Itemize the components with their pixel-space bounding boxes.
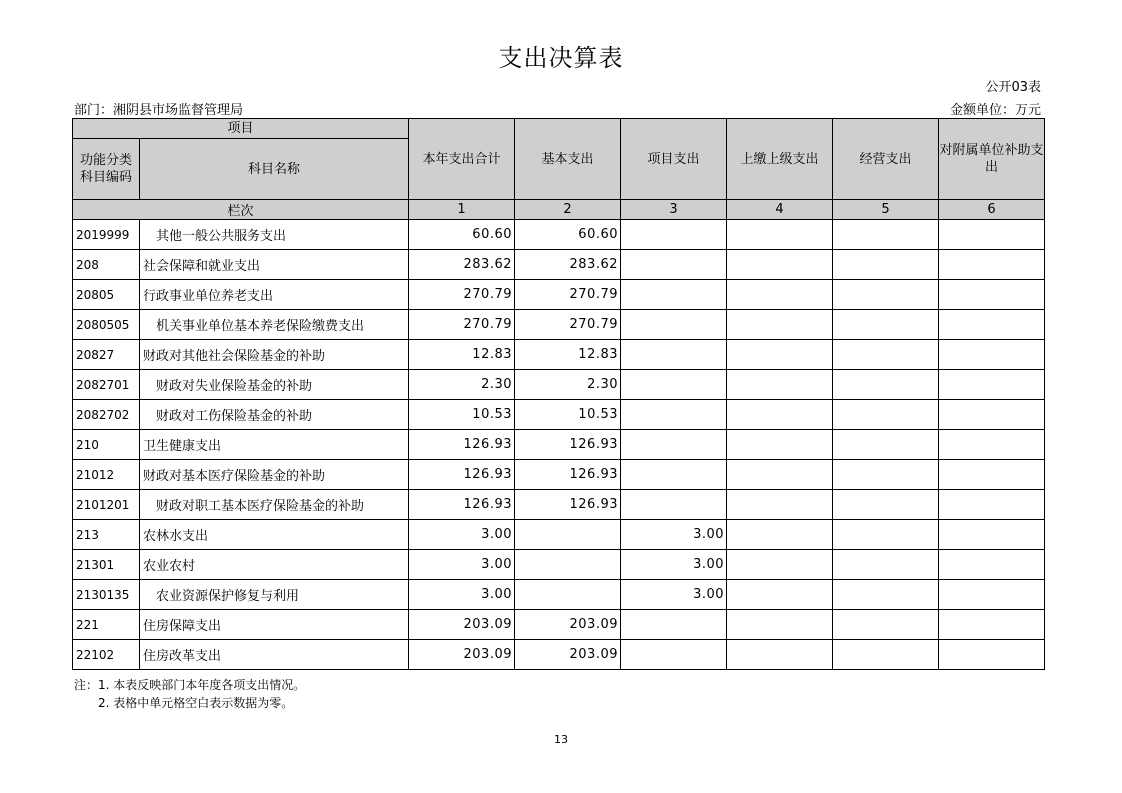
cell-project xyxy=(621,250,727,280)
table-row xyxy=(73,430,1045,460)
cell-project xyxy=(621,370,727,400)
cell-upper xyxy=(727,340,833,370)
cell-upper xyxy=(727,430,833,460)
header-project: 项目 xyxy=(73,119,409,139)
cell-project: 3.00 xyxy=(621,550,727,580)
cell-project xyxy=(621,610,727,640)
cell-total: 126.93 xyxy=(409,490,515,520)
cell-subsidy xyxy=(939,490,1045,520)
cell-total: 270.79 xyxy=(409,310,515,340)
table-row xyxy=(73,580,1045,610)
cell-code: 2082702 xyxy=(73,400,140,430)
cell-total: 203.09 xyxy=(409,610,515,640)
cell-code: 21301 xyxy=(73,550,140,580)
cell-subject-name: 财政对工伤保险基金的补助 xyxy=(140,400,409,430)
cell-code: 22102 xyxy=(73,640,140,670)
table-row xyxy=(73,460,1045,490)
row-label: 栏次 xyxy=(73,200,409,220)
cell-basic: 10.53 xyxy=(515,400,621,430)
cell-basic: 12.83 xyxy=(515,340,621,370)
table-row xyxy=(73,340,1045,370)
page-title: 支出决算表 xyxy=(498,44,624,72)
cell-business xyxy=(833,220,939,250)
cell-subject-name: 其他一般公共服务支出 xyxy=(140,220,409,250)
table-row xyxy=(73,310,1045,340)
cell-subsidy xyxy=(939,250,1045,280)
cell-basic: 126.93 xyxy=(515,460,621,490)
cell-subsidy xyxy=(939,220,1045,250)
cell-project: 3.00 xyxy=(621,580,727,610)
cell-code: 221 xyxy=(73,610,140,640)
cell-subsidy xyxy=(939,340,1045,370)
cell-project xyxy=(621,340,727,370)
cell-basic xyxy=(515,550,621,580)
header-subject-name: 科目名称 xyxy=(140,139,409,200)
cell-code: 2101201 xyxy=(73,490,140,520)
cell-upper xyxy=(727,490,833,520)
table-row xyxy=(73,370,1045,400)
cell-business xyxy=(833,550,939,580)
cell-total: 270.79 xyxy=(409,280,515,310)
cell-total: 283.62 xyxy=(409,250,515,280)
cell-upper xyxy=(727,370,833,400)
cell-basic: 283.62 xyxy=(515,250,621,280)
header-business: 经营支出 xyxy=(833,119,939,200)
cell-basic xyxy=(515,580,621,610)
cell-code: 20827 xyxy=(73,340,140,370)
cell-upper xyxy=(727,400,833,430)
table-row xyxy=(73,520,1045,550)
cell-basic: 126.93 xyxy=(515,490,621,520)
col-num-1: 1 xyxy=(409,200,515,220)
col-num-2: 2 xyxy=(515,200,621,220)
cell-business xyxy=(833,520,939,550)
cell-upper xyxy=(727,520,833,550)
cell-subject-name: 住房保障支出 xyxy=(140,610,409,640)
header-project-expense: 项目支出 xyxy=(621,119,727,200)
cell-total: 3.00 xyxy=(409,520,515,550)
cell-upper xyxy=(727,460,833,490)
cell-subject-name: 住房改革支出 xyxy=(140,640,409,670)
header-basic: 基本支出 xyxy=(515,119,621,200)
cell-project xyxy=(621,220,727,250)
cell-upper xyxy=(727,280,833,310)
cell-subsidy xyxy=(939,640,1045,670)
cell-subsidy xyxy=(939,460,1045,490)
cell-project xyxy=(621,280,727,310)
cell-project xyxy=(621,490,727,520)
cell-project xyxy=(621,430,727,460)
cell-basic: 126.93 xyxy=(515,430,621,460)
cell-upper xyxy=(727,310,833,340)
cell-total: 2.30 xyxy=(409,370,515,400)
cell-subsidy xyxy=(939,280,1045,310)
cell-subject-name: 农业农村 xyxy=(140,550,409,580)
header-upper: 上缴上级支出 xyxy=(727,119,833,200)
cell-upper xyxy=(727,610,833,640)
cell-business xyxy=(833,430,939,460)
table-row xyxy=(73,220,1045,250)
table-row xyxy=(73,400,1045,430)
cell-subject-name: 机关事业单位基本养老保险缴费支出 xyxy=(140,310,409,340)
header-total: 本年支出合计 xyxy=(409,119,515,200)
cell-business xyxy=(833,310,939,340)
cell-project xyxy=(621,640,727,670)
table-row xyxy=(73,490,1045,520)
cell-subsidy xyxy=(939,550,1045,580)
cell-code: 2082701 xyxy=(73,370,140,400)
cell-project xyxy=(621,460,727,490)
column-index-row xyxy=(73,200,1045,220)
cell-upper xyxy=(727,640,833,670)
cell-project xyxy=(621,400,727,430)
cell-subsidy xyxy=(939,610,1045,640)
cell-subsidy xyxy=(939,580,1045,610)
cell-business xyxy=(833,250,939,280)
cell-total: 60.60 xyxy=(409,220,515,250)
cell-total: 10.53 xyxy=(409,400,515,430)
cell-basic: 60.60 xyxy=(515,220,621,250)
header-func-code: 功能分类科目编码 xyxy=(73,139,140,200)
cell-subject-name: 农林水支出 xyxy=(140,520,409,550)
cell-subject-name: 卫生健康支出 xyxy=(140,430,409,460)
cell-business xyxy=(833,490,939,520)
col-num-3: 3 xyxy=(621,200,727,220)
cell-total: 3.00 xyxy=(409,550,515,580)
cell-basic: 203.09 xyxy=(515,610,621,640)
notes xyxy=(74,676,305,712)
cell-subsidy xyxy=(939,520,1045,550)
department-label: 部门：湘阴县市场监督管理局 xyxy=(74,103,244,118)
cell-subject-name: 财政对失业保险基金的补助 xyxy=(140,370,409,400)
cell-code: 20805 xyxy=(73,280,140,310)
table-row xyxy=(73,550,1045,580)
cell-upper xyxy=(727,550,833,580)
cell-business xyxy=(833,400,939,430)
cell-total: 3.00 xyxy=(409,580,515,610)
cell-upper xyxy=(727,220,833,250)
note-2: 2. 表格中单元格空白表示数据为零。 xyxy=(98,696,294,710)
col-num-6: 6 xyxy=(939,200,1045,220)
cell-code: 21012 xyxy=(73,460,140,490)
cell-upper xyxy=(727,580,833,610)
cell-total: 126.93 xyxy=(409,460,515,490)
cell-subject-name: 财政对基本医疗保险基金的补助 xyxy=(140,460,409,490)
header-subsidy: 对附属单位补助支出 xyxy=(939,119,1045,200)
table-row xyxy=(73,610,1045,640)
cell-basic: 270.79 xyxy=(515,280,621,310)
cell-project xyxy=(621,310,727,340)
note-1: 注：1. 本表反映部门本年度各项支出情况。 xyxy=(74,678,306,692)
cell-total: 203.09 xyxy=(409,640,515,670)
table-row xyxy=(73,250,1045,280)
page-number: 13 xyxy=(554,733,568,746)
cell-basic xyxy=(515,520,621,550)
cell-basic: 203.09 xyxy=(515,640,621,670)
cell-total: 126.93 xyxy=(409,430,515,460)
cell-business xyxy=(833,580,939,610)
cell-business xyxy=(833,640,939,670)
cell-project: 3.00 xyxy=(621,520,727,550)
cell-code: 213 xyxy=(73,520,140,550)
cell-code: 2130135 xyxy=(73,580,140,610)
cell-code: 2019999 xyxy=(73,220,140,250)
cell-business xyxy=(833,280,939,310)
table-row xyxy=(73,280,1045,310)
cell-subject-name: 农业资源保护修复与利用 xyxy=(140,580,409,610)
form-code: 公开03表 xyxy=(985,80,1041,95)
cell-subject-name: 财政对其他社会保险基金的补助 xyxy=(140,340,409,370)
cell-basic: 270.79 xyxy=(515,310,621,340)
cell-business xyxy=(833,340,939,370)
cell-business xyxy=(833,610,939,640)
cell-upper xyxy=(727,250,833,280)
expenditure-table xyxy=(72,118,1045,670)
table-row xyxy=(73,640,1045,670)
cell-subsidy xyxy=(939,400,1045,430)
cell-subject-name: 财政对职工基本医疗保险基金的补助 xyxy=(140,490,409,520)
cell-subsidy xyxy=(939,310,1045,340)
cell-subject-name: 社会保障和就业支出 xyxy=(140,250,409,280)
cell-basic: 2.30 xyxy=(515,370,621,400)
cell-code: 208 xyxy=(73,250,140,280)
cell-code: 2080505 xyxy=(73,310,140,340)
cell-subject-name: 行政事业单位养老支出 xyxy=(140,280,409,310)
cell-subsidy xyxy=(939,370,1045,400)
cell-business xyxy=(833,370,939,400)
col-num-4: 4 xyxy=(727,200,833,220)
col-num-5: 5 xyxy=(833,200,939,220)
header-row-1 xyxy=(73,119,1045,139)
cell-total: 12.83 xyxy=(409,340,515,370)
cell-subsidy xyxy=(939,430,1045,460)
unit-label: 金额单位：万元 xyxy=(949,103,1041,118)
cell-code: 210 xyxy=(73,430,140,460)
cell-business xyxy=(833,460,939,490)
